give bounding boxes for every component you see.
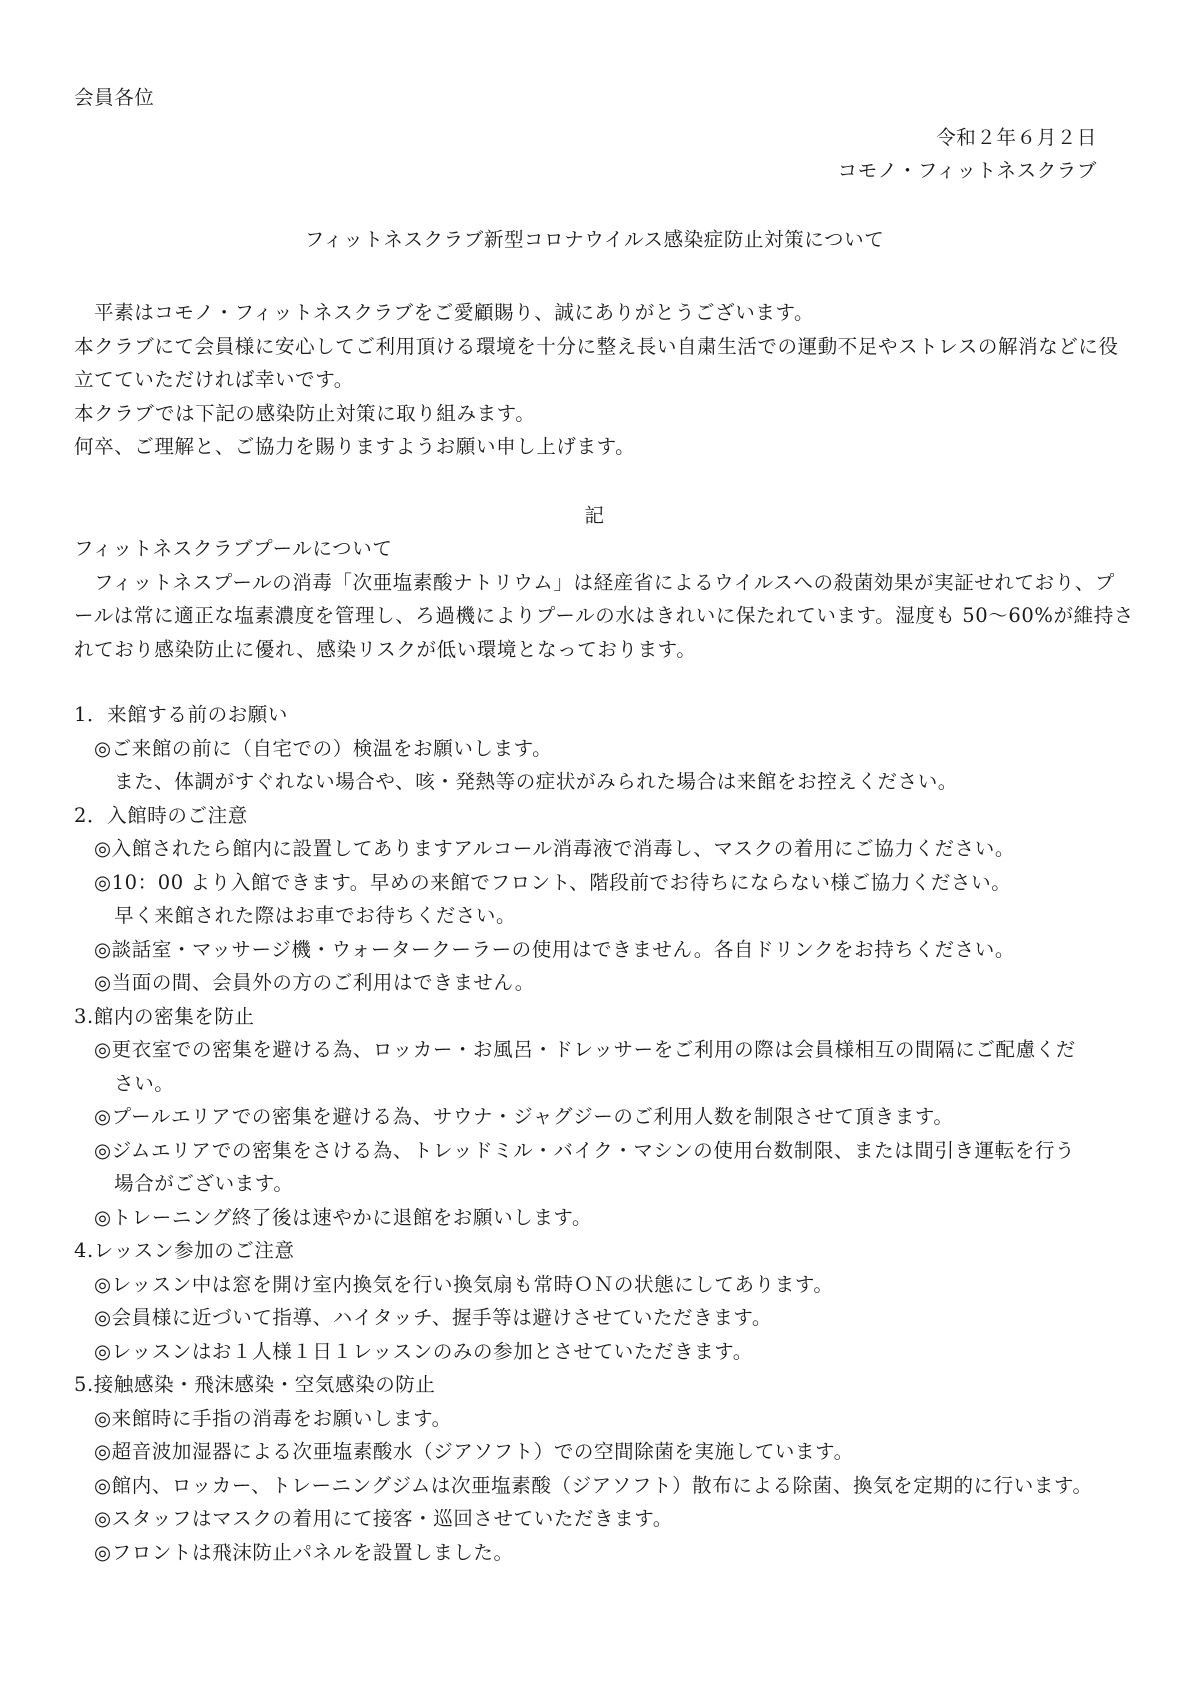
list-item: ◎フロントは飛沫防止パネルを設置しました。 <box>94 1540 514 1564</box>
list-item: ◎レッスン中は窓を開け室内換気を行い換気扇も常時ＯＮの状態にしてあります。 <box>94 1272 834 1296</box>
section-heading: 2．入館時のご注意 <box>74 803 248 827</box>
section-heading: 1．来館する前のお願い <box>74 703 289 726</box>
pool-line: ールは常に適正な塩素濃度を管理し、ろ過機によりプールの水はきれいに保たれています。湿度も 50〜60%が維持さ <box>74 604 1134 627</box>
issue-date: 令和２年６月２日 <box>936 126 1097 149</box>
list-item: ◎更衣室での密集を避ける為、ロッカー・お風呂・ドレッサーをご利用の際は会員様相互の間隔にご配慮くだ <box>94 1038 1076 1061</box>
intro-line: 本クラブにて会員様に安心してご利用頂ける環境を十分に整え長い自粛生活での運動不足やストレスの解消などに役 <box>74 334 1119 358</box>
list-item: ◎当面の間、会員外の方のご利用はできません。 <box>94 971 535 994</box>
list-item: ◎館内、ロッカー、トレーニングジムは次亜塩素酸（ジアソフト）散布による除菌、換気を定期的に行います。 <box>94 1473 1093 1497</box>
list-item: ◎超音波加湿器による次亜塩素酸水（ジアソフト）での空間除菌を実施しています。 <box>94 1440 854 1463</box>
list-item: ◎入館されたら館内に設置してありますアルコール消毒液で消毒し、マスクの着用にご協力ください。 <box>94 837 1015 860</box>
list-item: ◎トレーニング終了後は速やかに退館をお願いします。 <box>94 1205 593 1229</box>
list-item: 場合がございます。 <box>94 1172 294 1195</box>
measures-list <box>74 698 1134 1569</box>
list-item: ◎10：00 より入館できます。早めの来館でフロント、階段前でお待ちにならない様ご協力ください。 <box>94 870 1012 894</box>
intro-line: 立てていただければ幸いです。 <box>74 368 354 391</box>
pool-heading: フィットネスクラブプールについて <box>74 537 393 560</box>
ki-marker: 記 <box>584 504 605 527</box>
pool-line: フィットネスプールの消毒「次亜塩素酸ナトリウム」は経産省によるウイルスへの殺菌効果が実証せれており、プ <box>94 570 1116 594</box>
intro-line: 平素はコモノ・フィットネスクラブをご愛顧賜り、誠にありがとうございます。 <box>94 301 815 324</box>
pool-line: れており感染防止に優れ、感染リスクが低い環境となっております。 <box>74 637 697 661</box>
list-item: ◎ジムエリアでの密集をさける為、トレッドミル・バイク・マシンの使用台数制限、または間引き運転を行う <box>94 1138 1076 1162</box>
intro-paragraph <box>74 296 1124 464</box>
section-heading: 5.接触感染・飛沫感染・空気感染の防止 <box>74 1373 436 1396</box>
intro-line: 何卒、ご理解と、ご協力を賜りますようお願い申し上げます。 <box>74 435 636 458</box>
sender: コモノ・フィットネスクラブ <box>837 159 1097 182</box>
list-item: さい。 <box>94 1071 175 1095</box>
list-item: ◎スタッフはマスクの着用にて接客・巡回させていただきます。 <box>94 1507 673 1530</box>
addressee: 会員各位 <box>74 86 155 109</box>
section-heading: 4.レッスン参加のご注意 <box>74 1239 295 1262</box>
list-item: ◎ご来館の前に（自宅での）検温をお願いします。 <box>94 736 553 760</box>
pool-section <box>74 532 1134 666</box>
document-title: フィットネスクラブ新型コロナウイルス感染症防止対策について <box>304 228 885 251</box>
list-item: ◎レッスンはお１人様１日１レッスンのみの参加とさせていただきます。 <box>94 1339 753 1363</box>
list-item: ◎談話室・マッサージ機・ウォータークーラーの使用はできません。各自ドリンクをお持ちください。 <box>94 937 1015 961</box>
list-item: ◎プールエリアでの密集を避ける為、サウナ・ジャグジーのご利用人数を制限させて頂きます。 <box>94 1105 954 1128</box>
list-item: ◎来館時に手指の消毒をお願いします。 <box>94 1406 452 1430</box>
section-heading: 3.館内の密集を防止 <box>74 1004 255 1028</box>
list-item: また、体調がすぐれない場合や、咳・発熱等の症状がみられた場合は来館をお控えください。 <box>94 770 958 793</box>
intro-line: 本クラブでは下記の感染防止対策に取り組みます。 <box>74 401 536 425</box>
list-item: 早く来館された際はお車でお待ちください。 <box>94 904 517 927</box>
list-item: ◎会員様に近づいて指導、ハイタッチ、握手等は避けさせていただきます。 <box>94 1306 772 1329</box>
